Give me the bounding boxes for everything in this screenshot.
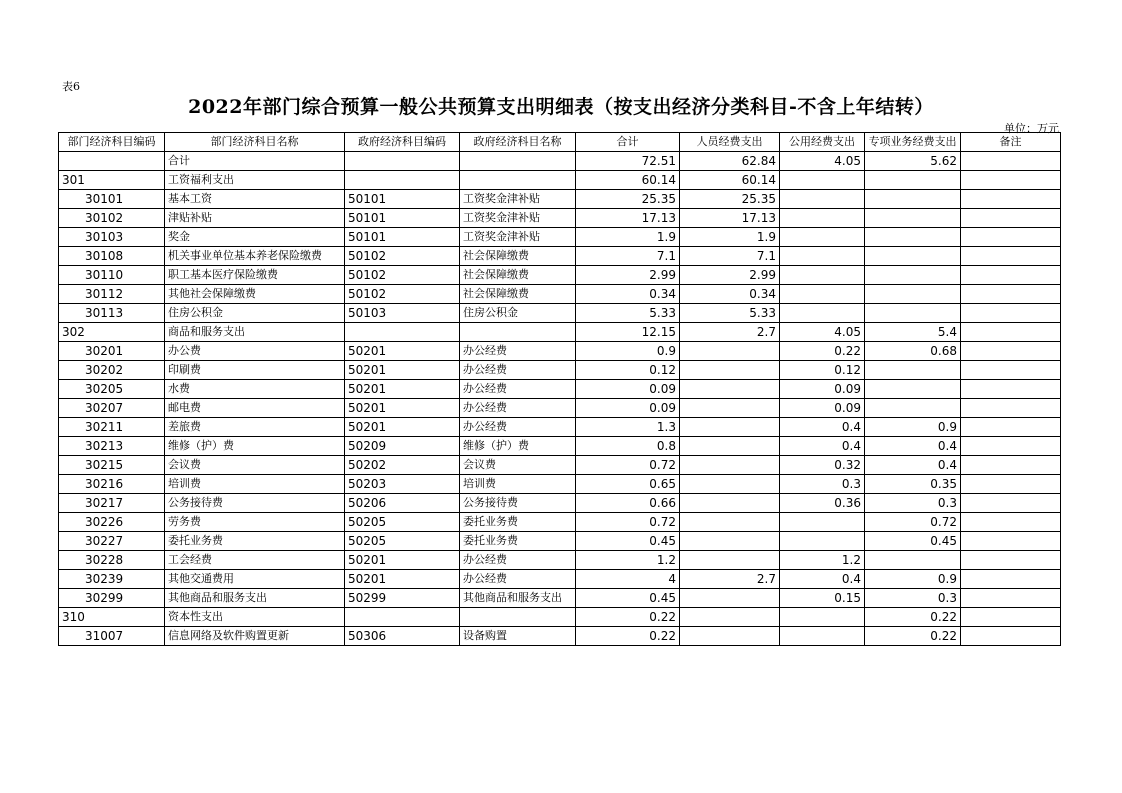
special-cell (865, 285, 961, 304)
note-cell (961, 513, 1061, 532)
special-cell: 0.9 (865, 570, 961, 589)
table-row (59, 399, 1061, 418)
note-cell (961, 475, 1061, 494)
dept-code-cell: 30108 (59, 247, 165, 266)
note-cell (961, 437, 1061, 456)
dept-code-cell: 30228 (59, 551, 165, 570)
dept-code-cell: 302 (59, 323, 165, 342)
table-row (59, 285, 1061, 304)
personnel-cell (680, 399, 780, 418)
total-cell: 0.8 (576, 437, 680, 456)
note-cell (961, 551, 1061, 570)
gov-name-cell: 办公经费 (460, 570, 576, 589)
special-cell: 0.3 (865, 494, 961, 513)
total-cell: 0.65 (576, 475, 680, 494)
dept-code-cell: 30205 (59, 380, 165, 399)
gov-name-cell: 工资奖金津补贴 (460, 228, 576, 247)
public-cell (780, 266, 865, 285)
dept-code-cell: 30239 (59, 570, 165, 589)
special-cell: 0.3 (865, 589, 961, 608)
gov-code-cell: 50299 (345, 589, 460, 608)
note-cell (961, 209, 1061, 228)
dept-code-cell: 30102 (59, 209, 165, 228)
dept-name-cell: 合计 (165, 152, 345, 171)
note-cell (961, 361, 1061, 380)
personnel-cell: 2.7 (680, 570, 780, 589)
total-cell: 12.15 (576, 323, 680, 342)
header-dept-code: 部门经济科目编码 (59, 133, 165, 152)
public-cell: 4.05 (780, 152, 865, 171)
header-total: 合计 (576, 133, 680, 152)
dept-code-cell: 30216 (59, 475, 165, 494)
special-cell: 0.4 (865, 437, 961, 456)
table-row (59, 171, 1061, 190)
gov-code-cell: 50205 (345, 532, 460, 551)
gov-name-cell: 社会保障缴费 (460, 266, 576, 285)
public-cell (780, 627, 865, 646)
dept-name-cell: 基本工资 (165, 190, 345, 209)
personnel-cell (680, 475, 780, 494)
total-cell: 1.3 (576, 418, 680, 437)
table-row (59, 152, 1061, 171)
note-cell (961, 494, 1061, 513)
public-cell: 0.22 (780, 342, 865, 361)
personnel-cell: 2.7 (680, 323, 780, 342)
dept-code-cell: 30110 (59, 266, 165, 285)
gov-code-cell: 50201 (345, 570, 460, 589)
table-row (59, 532, 1061, 551)
gov-name-cell: 社会保障缴费 (460, 285, 576, 304)
table-body (59, 152, 1061, 646)
dept-code-cell: 30113 (59, 304, 165, 323)
gov-name-cell: 其他商品和服务支出 (460, 589, 576, 608)
total-cell: 0.12 (576, 361, 680, 380)
public-cell: 0.36 (780, 494, 865, 513)
gov-name-cell: 社会保障缴费 (460, 247, 576, 266)
table-row (59, 209, 1061, 228)
total-cell: 4 (576, 570, 680, 589)
special-cell (865, 171, 961, 190)
personnel-cell (680, 627, 780, 646)
total-cell: 0.45 (576, 532, 680, 551)
personnel-cell: 0.34 (680, 285, 780, 304)
public-cell: 4.05 (780, 323, 865, 342)
table-row (59, 551, 1061, 570)
gov-name-cell: 办公经费 (460, 399, 576, 418)
header-gov-code: 政府经济科目编码 (345, 133, 460, 152)
table-row (59, 361, 1061, 380)
total-cell: 60.14 (576, 171, 680, 190)
total-cell: 0.22 (576, 608, 680, 627)
personnel-cell (680, 437, 780, 456)
table-row (59, 627, 1061, 646)
gov-code-cell: 50201 (345, 418, 460, 437)
note-cell (961, 285, 1061, 304)
gov-code-cell (345, 152, 460, 171)
gov-code-cell: 50201 (345, 342, 460, 361)
gov-name-cell: 培训费 (460, 475, 576, 494)
dept-code-cell: 30227 (59, 532, 165, 551)
special-cell: 0.72 (865, 513, 961, 532)
dept-code-cell: 30211 (59, 418, 165, 437)
dept-code-cell: 30299 (59, 589, 165, 608)
gov-name-cell: 办公经费 (460, 342, 576, 361)
header-special: 专项业务经费支出 (865, 133, 961, 152)
dept-code-cell: 301 (59, 171, 165, 190)
public-cell: 0.15 (780, 589, 865, 608)
dept-name-cell: 其他社会保障缴费 (165, 285, 345, 304)
personnel-cell: 25.35 (680, 190, 780, 209)
gov-code-cell: 50306 (345, 627, 460, 646)
public-cell: 0.12 (780, 361, 865, 380)
dept-name-cell: 商品和服务支出 (165, 323, 345, 342)
table-number: 表6 (62, 80, 80, 93)
note-cell (961, 399, 1061, 418)
note-cell (961, 190, 1061, 209)
dept-name-cell: 机关事业单位基本养老保险缴费 (165, 247, 345, 266)
special-cell (865, 190, 961, 209)
gov-code-cell (345, 608, 460, 627)
gov-name-cell: 委托业务费 (460, 513, 576, 532)
total-cell: 72.51 (576, 152, 680, 171)
dept-name-cell: 其他交通费用 (165, 570, 345, 589)
gov-code-cell: 50101 (345, 190, 460, 209)
public-cell: 0.4 (780, 437, 865, 456)
table-row (59, 304, 1061, 323)
personnel-cell (680, 456, 780, 475)
note-cell (961, 589, 1061, 608)
gov-name-cell: 办公经费 (460, 418, 576, 437)
total-cell: 0.45 (576, 589, 680, 608)
table-row (59, 342, 1061, 361)
total-cell: 0.66 (576, 494, 680, 513)
note-cell (961, 323, 1061, 342)
note-cell (961, 627, 1061, 646)
personnel-cell: 1.9 (680, 228, 780, 247)
note-cell (961, 247, 1061, 266)
personnel-cell: 2.99 (680, 266, 780, 285)
gov-code-cell: 50101 (345, 228, 460, 247)
personnel-cell (680, 361, 780, 380)
dept-name-cell: 水费 (165, 380, 345, 399)
total-cell: 0.72 (576, 513, 680, 532)
dept-code-cell: 30207 (59, 399, 165, 418)
dept-name-cell: 邮电费 (165, 399, 345, 418)
total-cell: 2.99 (576, 266, 680, 285)
dept-code-cell: 30202 (59, 361, 165, 380)
table-row (59, 437, 1061, 456)
public-cell: 0.4 (780, 418, 865, 437)
gov-code-cell: 50206 (345, 494, 460, 513)
public-cell (780, 285, 865, 304)
dept-code-cell: 310 (59, 608, 165, 627)
dept-code-cell: 30226 (59, 513, 165, 532)
dept-name-cell: 培训费 (165, 475, 345, 494)
special-cell (865, 228, 961, 247)
header-row (59, 133, 1061, 152)
total-cell: 7.1 (576, 247, 680, 266)
gov-code-cell: 50202 (345, 456, 460, 475)
dept-name-cell: 工资福利支出 (165, 171, 345, 190)
gov-code-cell: 50102 (345, 247, 460, 266)
public-cell (780, 190, 865, 209)
personnel-cell (680, 513, 780, 532)
special-cell: 0.22 (865, 608, 961, 627)
table-row (59, 494, 1061, 513)
dept-name-cell: 印刷费 (165, 361, 345, 380)
dept-name-cell: 津贴补贴 (165, 209, 345, 228)
gov-name-cell: 办公经费 (460, 361, 576, 380)
gov-code-cell: 50103 (345, 304, 460, 323)
personnel-cell: 17.13 (680, 209, 780, 228)
special-cell: 5.4 (865, 323, 961, 342)
gov-code-cell (345, 323, 460, 342)
dept-code-cell: 30217 (59, 494, 165, 513)
special-cell: 0.22 (865, 627, 961, 646)
personnel-cell: 62.84 (680, 152, 780, 171)
special-cell (865, 551, 961, 570)
page-title: 2022年部门综合预算一般公共预算支出明细表（按支出经济分类科目-不含上年结转） (188, 96, 934, 118)
dept-code-cell: 30201 (59, 342, 165, 361)
note-cell (961, 342, 1061, 361)
gov-name-cell (460, 152, 576, 171)
note-cell (961, 152, 1061, 171)
dept-name-cell: 公务接待费 (165, 494, 345, 513)
note-cell (961, 456, 1061, 475)
gov-code-cell: 50102 (345, 266, 460, 285)
table-row (59, 589, 1061, 608)
table-row (59, 418, 1061, 437)
header-personnel: 人员经费支出 (680, 133, 780, 152)
gov-name-cell: 会议费 (460, 456, 576, 475)
special-cell: 0.45 (865, 532, 961, 551)
gov-name-cell (460, 608, 576, 627)
gov-code-cell (345, 171, 460, 190)
personnel-cell: 7.1 (680, 247, 780, 266)
special-cell: 5.62 (865, 152, 961, 171)
budget-table (58, 132, 1061, 646)
personnel-cell: 5.33 (680, 304, 780, 323)
public-cell (780, 608, 865, 627)
personnel-cell (680, 551, 780, 570)
special-cell (865, 247, 961, 266)
dept-code-cell: 30213 (59, 437, 165, 456)
gov-name-cell: 办公经费 (460, 380, 576, 399)
table-row (59, 190, 1061, 209)
personnel-cell (680, 418, 780, 437)
gov-name-cell (460, 323, 576, 342)
total-cell: 0.09 (576, 399, 680, 418)
gov-code-cell: 50201 (345, 380, 460, 399)
special-cell (865, 209, 961, 228)
table-row (59, 266, 1061, 285)
gov-name-cell: 公务接待费 (460, 494, 576, 513)
personnel-cell: 60.14 (680, 171, 780, 190)
dept-code-cell (59, 152, 165, 171)
total-cell: 0.09 (576, 380, 680, 399)
total-cell: 0.22 (576, 627, 680, 646)
total-cell: 0.34 (576, 285, 680, 304)
header-note: 备注 (961, 133, 1061, 152)
table-row (59, 323, 1061, 342)
table-row (59, 247, 1061, 266)
gov-code-cell: 50201 (345, 399, 460, 418)
total-cell: 1.9 (576, 228, 680, 247)
gov-code-cell: 50201 (345, 361, 460, 380)
special-cell: 0.35 (865, 475, 961, 494)
total-cell: 0.9 (576, 342, 680, 361)
note-cell (961, 608, 1061, 627)
note-cell (961, 171, 1061, 190)
gov-name-cell (460, 171, 576, 190)
dept-name-cell: 资本性支出 (165, 608, 345, 627)
gov-name-cell: 住房公积金 (460, 304, 576, 323)
note-cell (961, 228, 1061, 247)
dept-name-cell: 其他商品和服务支出 (165, 589, 345, 608)
header-gov-name: 政府经济科目名称 (460, 133, 576, 152)
personnel-cell (680, 608, 780, 627)
gov-name-cell: 委托业务费 (460, 532, 576, 551)
gov-code-cell: 50209 (345, 437, 460, 456)
gov-code-cell: 50203 (345, 475, 460, 494)
note-cell (961, 266, 1061, 285)
gov-code-cell: 50201 (345, 551, 460, 570)
personnel-cell (680, 342, 780, 361)
gov-name-cell: 工资奖金津补贴 (460, 190, 576, 209)
total-cell: 17.13 (576, 209, 680, 228)
public-cell: 0.3 (780, 475, 865, 494)
public-cell (780, 532, 865, 551)
public-cell: 0.32 (780, 456, 865, 475)
header-dept-name: 部门经济科目名称 (165, 133, 345, 152)
dept-name-cell: 信息网络及软件购置更新 (165, 627, 345, 646)
dept-name-cell: 奖金 (165, 228, 345, 247)
note-cell (961, 304, 1061, 323)
dept-name-cell: 工会经费 (165, 551, 345, 570)
dept-name-cell: 办公费 (165, 342, 345, 361)
special-cell (865, 266, 961, 285)
dept-code-cell: 30103 (59, 228, 165, 247)
special-cell: 0.9 (865, 418, 961, 437)
personnel-cell (680, 380, 780, 399)
special-cell (865, 399, 961, 418)
table-row (59, 513, 1061, 532)
public-cell: 0.09 (780, 399, 865, 418)
table-row (59, 228, 1061, 247)
gov-name-cell: 工资奖金津补贴 (460, 209, 576, 228)
total-cell: 1.2 (576, 551, 680, 570)
note-cell (961, 418, 1061, 437)
total-cell: 0.72 (576, 456, 680, 475)
gov-name-cell: 维修（护）费 (460, 437, 576, 456)
gov-code-cell: 50102 (345, 285, 460, 304)
total-cell: 25.35 (576, 190, 680, 209)
table-row (59, 570, 1061, 589)
table-row (59, 456, 1061, 475)
gov-code-cell: 50101 (345, 209, 460, 228)
total-cell: 5.33 (576, 304, 680, 323)
note-cell (961, 532, 1061, 551)
public-cell (780, 247, 865, 266)
note-cell (961, 380, 1061, 399)
dept-name-cell: 维修（护）费 (165, 437, 345, 456)
public-cell: 1.2 (780, 551, 865, 570)
dept-name-cell: 劳务费 (165, 513, 345, 532)
public-cell: 0.4 (780, 570, 865, 589)
table-row (59, 608, 1061, 627)
dept-name-cell: 会议费 (165, 456, 345, 475)
special-cell (865, 361, 961, 380)
public-cell (780, 171, 865, 190)
special-cell (865, 380, 961, 399)
dept-code-cell: 30112 (59, 285, 165, 304)
personnel-cell (680, 494, 780, 513)
personnel-cell (680, 589, 780, 608)
public-cell (780, 209, 865, 228)
dept-code-cell: 30101 (59, 190, 165, 209)
unit-label: 单位：万元 (1004, 122, 1059, 135)
public-cell (780, 513, 865, 532)
public-cell (780, 304, 865, 323)
dept-code-cell: 31007 (59, 627, 165, 646)
public-cell: 0.09 (780, 380, 865, 399)
dept-code-cell: 30215 (59, 456, 165, 475)
gov-name-cell: 设备购置 (460, 627, 576, 646)
table-row (59, 475, 1061, 494)
public-cell (780, 228, 865, 247)
header-public: 公用经费支出 (780, 133, 865, 152)
dept-name-cell: 住房公积金 (165, 304, 345, 323)
special-cell (865, 304, 961, 323)
dept-name-cell: 差旅费 (165, 418, 345, 437)
note-cell (961, 570, 1061, 589)
special-cell: 0.4 (865, 456, 961, 475)
personnel-cell (680, 532, 780, 551)
dept-name-cell: 职工基本医疗保险缴费 (165, 266, 345, 285)
gov-name-cell: 办公经费 (460, 551, 576, 570)
special-cell: 0.68 (865, 342, 961, 361)
dept-name-cell: 委托业务费 (165, 532, 345, 551)
table-row (59, 380, 1061, 399)
gov-code-cell: 50205 (345, 513, 460, 532)
